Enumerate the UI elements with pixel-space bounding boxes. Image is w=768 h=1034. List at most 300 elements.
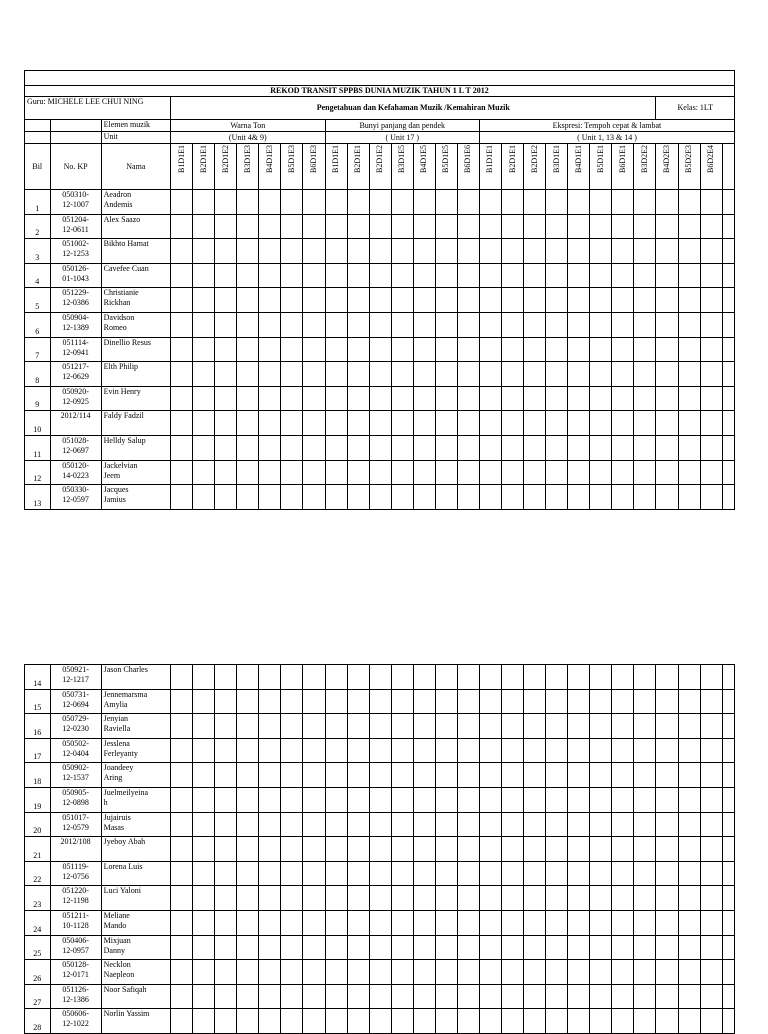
score-cell[interactable] [193,214,215,239]
score-cell[interactable] [413,886,435,911]
score-cell[interactable] [612,886,634,911]
score-cell[interactable] [546,960,568,985]
score-cell[interactable] [612,1009,634,1034]
score-cell[interactable] [502,263,524,288]
score-cell[interactable] [237,312,259,337]
score-cell[interactable] [502,337,524,362]
score-cell[interactable] [303,485,325,510]
score-cell[interactable] [568,337,590,362]
score-cell[interactable] [479,337,501,362]
score-cell[interactable] [700,665,722,690]
score-cell[interactable] [325,714,347,739]
score-cell[interactable] [457,362,479,387]
score-cell[interactable] [171,312,193,337]
score-cell[interactable] [479,386,501,411]
score-cell[interactable] [325,190,347,215]
score-cell[interactable] [568,190,590,215]
score-cell[interactable] [259,337,281,362]
score-cell[interactable] [303,960,325,985]
score-cell[interactable] [457,714,479,739]
score-cell[interactable] [237,837,259,862]
score-cell[interactable] [457,960,479,985]
score-cell[interactable] [457,288,479,313]
score-cell[interactable] [457,812,479,837]
score-cell[interactable] [435,190,457,215]
score-cell[interactable] [347,689,369,714]
score-cell[interactable] [391,312,413,337]
score-cell[interactable] [590,411,612,436]
score-cell[interactable] [325,435,347,460]
score-cell[interactable] [502,288,524,313]
score-cell[interactable] [524,386,546,411]
score-cell[interactable] [722,910,734,935]
score-cell[interactable] [435,460,457,485]
score-cell[interactable] [502,787,524,812]
score-cell[interactable] [634,435,656,460]
score-cell[interactable] [678,214,700,239]
score-cell[interactable] [590,362,612,387]
score-cell[interactable] [413,239,435,264]
score-cell[interactable] [524,861,546,886]
score-cell[interactable] [678,689,700,714]
score-cell[interactable] [546,837,568,862]
score-cell[interactable] [546,485,568,510]
score-cell[interactable] [391,214,413,239]
score-cell[interactable] [700,337,722,362]
score-cell[interactable] [722,1009,734,1034]
score-cell[interactable] [281,935,303,960]
score-cell[interactable] [347,763,369,788]
score-cell[interactable] [479,861,501,886]
score-cell[interactable] [656,665,678,690]
score-cell[interactable] [524,935,546,960]
score-cell[interactable] [722,362,734,387]
score-cell[interactable] [347,910,369,935]
score-cell[interactable] [524,312,546,337]
score-cell[interactable] [700,935,722,960]
score-cell[interactable] [259,984,281,1009]
score-cell[interactable] [347,861,369,886]
score-cell[interactable] [369,239,391,264]
score-cell[interactable] [281,665,303,690]
score-cell[interactable] [457,984,479,1009]
score-cell[interactable] [722,263,734,288]
score-cell[interactable] [435,910,457,935]
score-cell[interactable] [303,1009,325,1034]
score-cell[interactable] [722,337,734,362]
score-cell[interactable] [413,738,435,763]
score-cell[interactable] [391,485,413,510]
score-cell[interactable] [193,288,215,313]
score-cell[interactable] [435,935,457,960]
score-cell[interactable] [612,460,634,485]
score-cell[interactable] [457,787,479,812]
score-cell[interactable] [193,386,215,411]
score-cell[interactable] [457,665,479,690]
score-cell[interactable] [612,485,634,510]
score-cell[interactable] [347,984,369,1009]
score-cell[interactable] [722,312,734,337]
score-cell[interactable] [237,665,259,690]
score-cell[interactable] [259,288,281,313]
score-cell[interactable] [546,1009,568,1034]
score-cell[interactable] [479,1009,501,1034]
score-cell[interactable] [590,935,612,960]
score-cell[interactable] [369,337,391,362]
score-cell[interactable] [656,689,678,714]
score-cell[interactable] [678,665,700,690]
score-cell[interactable] [700,960,722,985]
score-cell[interactable] [303,239,325,264]
score-cell[interactable] [678,337,700,362]
score-cell[interactable] [678,738,700,763]
score-cell[interactable] [369,263,391,288]
score-cell[interactable] [656,386,678,411]
score-cell[interactable] [435,837,457,862]
score-cell[interactable] [347,337,369,362]
score-cell[interactable] [590,837,612,862]
score-cell[interactable] [722,288,734,313]
score-cell[interactable] [678,190,700,215]
score-cell[interactable] [568,1009,590,1034]
score-cell[interactable] [435,738,457,763]
score-cell[interactable] [347,485,369,510]
score-cell[interactable] [546,239,568,264]
score-cell[interactable] [281,485,303,510]
score-cell[interactable] [303,787,325,812]
score-cell[interactable] [259,239,281,264]
score-cell[interactable] [281,960,303,985]
score-cell[interactable] [678,861,700,886]
score-cell[interactable] [413,337,435,362]
score-cell[interactable] [325,812,347,837]
score-cell[interactable] [171,960,193,985]
score-cell[interactable] [215,910,237,935]
score-cell[interactable] [524,714,546,739]
score-cell[interactable] [193,714,215,739]
score-cell[interactable] [281,435,303,460]
score-cell[interactable] [457,214,479,239]
score-cell[interactable] [722,239,734,264]
score-cell[interactable] [568,787,590,812]
score-cell[interactable] [634,960,656,985]
score-cell[interactable] [590,460,612,485]
score-cell[interactable] [678,714,700,739]
score-cell[interactable] [656,337,678,362]
score-cell[interactable] [479,239,501,264]
score-cell[interactable] [369,714,391,739]
score-cell[interactable] [568,485,590,510]
score-cell[interactable] [347,460,369,485]
score-cell[interactable] [391,665,413,690]
score-cell[interactable] [568,984,590,1009]
score-cell[interactable] [700,837,722,862]
score-cell[interactable] [546,812,568,837]
score-cell[interactable] [457,460,479,485]
score-cell[interactable] [303,288,325,313]
score-cell[interactable] [678,935,700,960]
score-cell[interactable] [700,1009,722,1034]
score-cell[interactable] [479,960,501,985]
score-cell[interactable] [524,910,546,935]
score-cell[interactable] [722,935,734,960]
score-cell[interactable] [171,239,193,264]
score-cell[interactable] [722,665,734,690]
score-cell[interactable] [413,190,435,215]
score-cell[interactable] [634,214,656,239]
score-cell[interactable] [722,837,734,862]
score-cell[interactable] [524,435,546,460]
score-cell[interactable] [369,910,391,935]
score-cell[interactable] [193,910,215,935]
score-cell[interactable] [546,337,568,362]
score-cell[interactable] [678,263,700,288]
score-cell[interactable] [369,935,391,960]
score-cell[interactable] [215,190,237,215]
score-cell[interactable] [656,910,678,935]
score-cell[interactable] [590,288,612,313]
score-cell[interactable] [413,665,435,690]
score-cell[interactable] [700,485,722,510]
score-cell[interactable] [303,984,325,1009]
score-cell[interactable] [502,910,524,935]
score-cell[interactable] [656,214,678,239]
score-cell[interactable] [281,263,303,288]
score-cell[interactable] [634,1009,656,1034]
score-cell[interactable] [391,362,413,387]
score-cell[interactable] [171,861,193,886]
score-cell[interactable] [479,411,501,436]
score-cell[interactable] [369,190,391,215]
score-cell[interactable] [281,190,303,215]
score-cell[interactable] [281,460,303,485]
score-cell[interactable] [479,485,501,510]
score-cell[interactable] [634,190,656,215]
score-cell[interactable] [546,435,568,460]
score-cell[interactable] [303,337,325,362]
score-cell[interactable] [215,337,237,362]
score-cell[interactable] [722,812,734,837]
score-cell[interactable] [457,263,479,288]
score-cell[interactable] [479,689,501,714]
score-cell[interactable] [435,386,457,411]
score-cell[interactable] [391,689,413,714]
score-cell[interactable] [590,263,612,288]
score-cell[interactable] [237,214,259,239]
score-cell[interactable] [568,763,590,788]
score-cell[interactable] [457,435,479,460]
score-cell[interactable] [369,861,391,886]
score-cell[interactable] [524,411,546,436]
score-cell[interactable] [678,485,700,510]
score-cell[interactable] [391,738,413,763]
score-cell[interactable] [325,910,347,935]
score-cell[interactable] [634,910,656,935]
score-cell[interactable] [524,886,546,911]
score-cell[interactable] [413,1009,435,1034]
score-cell[interactable] [391,960,413,985]
score-cell[interactable] [215,362,237,387]
score-cell[interactable] [303,665,325,690]
score-cell[interactable] [369,787,391,812]
score-cell[interactable] [435,984,457,1009]
score-cell[interactable] [281,337,303,362]
score-cell[interactable] [391,787,413,812]
score-cell[interactable] [281,1009,303,1034]
score-cell[interactable] [634,362,656,387]
score-cell[interactable] [722,960,734,985]
score-cell[interactable] [281,837,303,862]
score-cell[interactable] [634,386,656,411]
score-cell[interactable] [171,485,193,510]
score-cell[interactable] [568,435,590,460]
score-cell[interactable] [435,886,457,911]
score-cell[interactable] [656,312,678,337]
score-cell[interactable] [457,312,479,337]
score-cell[interactable] [502,411,524,436]
score-cell[interactable] [237,984,259,1009]
score-cell[interactable] [215,714,237,739]
score-cell[interactable] [369,312,391,337]
score-cell[interactable] [546,665,568,690]
score-cell[interactable] [612,214,634,239]
score-cell[interactable] [700,239,722,264]
score-cell[interactable] [656,714,678,739]
score-cell[interactable] [656,263,678,288]
score-cell[interactable] [215,485,237,510]
score-cell[interactable] [435,263,457,288]
score-cell[interactable] [259,665,281,690]
score-cell[interactable] [479,935,501,960]
score-cell[interactable] [634,787,656,812]
score-cell[interactable] [700,312,722,337]
score-cell[interactable] [325,411,347,436]
score-cell[interactable] [678,812,700,837]
score-cell[interactable] [325,738,347,763]
score-cell[interactable] [193,411,215,436]
score-cell[interactable] [413,460,435,485]
score-cell[interactable] [546,714,568,739]
score-cell[interactable] [215,787,237,812]
score-cell[interactable] [193,960,215,985]
score-cell[interactable] [479,214,501,239]
score-cell[interactable] [590,214,612,239]
score-cell[interactable] [568,411,590,436]
score-cell[interactable] [347,886,369,911]
score-cell[interactable] [612,738,634,763]
score-cell[interactable] [171,984,193,1009]
score-cell[interactable] [171,689,193,714]
score-cell[interactable] [413,214,435,239]
score-cell[interactable] [259,787,281,812]
score-cell[interactable] [259,886,281,911]
score-cell[interactable] [524,337,546,362]
score-cell[interactable] [700,190,722,215]
score-cell[interactable] [259,214,281,239]
score-cell[interactable] [193,239,215,264]
score-cell[interactable] [281,861,303,886]
score-cell[interactable] [171,411,193,436]
score-cell[interactable] [369,665,391,690]
score-cell[interactable] [259,460,281,485]
score-cell[interactable] [612,312,634,337]
score-cell[interactable] [700,812,722,837]
score-cell[interactable] [281,787,303,812]
score-cell[interactable] [259,738,281,763]
score-cell[interactable] [678,910,700,935]
score-cell[interactable] [612,812,634,837]
score-cell[interactable] [590,386,612,411]
score-cell[interactable] [281,910,303,935]
score-cell[interactable] [479,190,501,215]
score-cell[interactable] [303,812,325,837]
score-cell[interactable] [612,861,634,886]
score-cell[interactable] [700,214,722,239]
score-cell[interactable] [193,1009,215,1034]
score-cell[interactable] [479,763,501,788]
score-cell[interactable] [237,689,259,714]
score-cell[interactable] [722,460,734,485]
score-cell[interactable] [171,214,193,239]
score-cell[interactable] [524,239,546,264]
score-cell[interactable] [590,787,612,812]
score-cell[interactable] [391,288,413,313]
score-cell[interactable] [634,714,656,739]
score-cell[interactable] [259,485,281,510]
score-cell[interactable] [634,935,656,960]
score-cell[interactable] [435,787,457,812]
score-cell[interactable] [237,1009,259,1034]
score-cell[interactable] [612,935,634,960]
score-cell[interactable] [215,411,237,436]
score-cell[interactable] [435,288,457,313]
score-cell[interactable] [237,263,259,288]
score-cell[interactable] [193,485,215,510]
score-cell[interactable] [590,312,612,337]
score-cell[interactable] [590,485,612,510]
score-cell[interactable] [700,263,722,288]
score-cell[interactable] [612,910,634,935]
score-cell[interactable] [259,812,281,837]
score-cell[interactable] [612,239,634,264]
score-cell[interactable] [391,460,413,485]
score-cell[interactable] [502,714,524,739]
score-cell[interactable] [546,460,568,485]
score-cell[interactable] [171,910,193,935]
score-cell[interactable] [634,763,656,788]
score-cell[interactable] [612,386,634,411]
score-cell[interactable] [524,812,546,837]
score-cell[interactable] [612,984,634,1009]
score-cell[interactable] [281,984,303,1009]
score-cell[interactable] [413,411,435,436]
score-cell[interactable] [568,861,590,886]
score-cell[interactable] [347,435,369,460]
score-cell[interactable] [325,935,347,960]
score-cell[interactable] [524,1009,546,1034]
score-cell[interactable] [457,689,479,714]
score-cell[interactable] [435,312,457,337]
score-cell[interactable] [502,837,524,862]
score-cell[interactable] [502,886,524,911]
score-cell[interactable] [502,1009,524,1034]
score-cell[interactable] [237,861,259,886]
score-cell[interactable] [325,214,347,239]
score-cell[interactable] [215,263,237,288]
score-cell[interactable] [678,288,700,313]
score-cell[interactable] [722,485,734,510]
score-cell[interactable] [568,812,590,837]
